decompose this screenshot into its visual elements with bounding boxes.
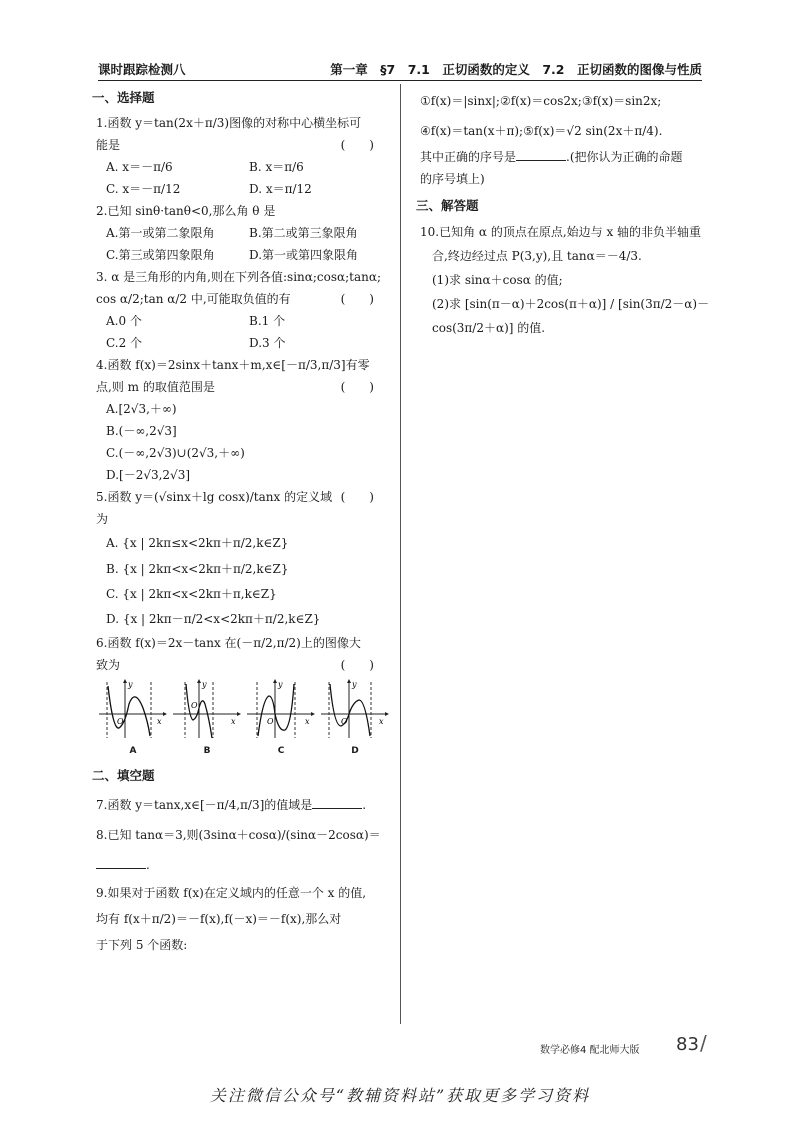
q8-text: 8.已知 tanα＝3,则(3sinα＋cosα)/(sinα－2cosα)＝ xyxy=(96,828,381,842)
q1-option-c: C. x＝－π/12 xyxy=(106,182,181,196)
graph-d-figure xyxy=(319,678,391,740)
q9-line-3: 于下列 5 个函数: xyxy=(96,938,188,952)
q9-answer-prompt: 其中正确的序号是 xyxy=(420,150,517,164)
q3-stem: 3. α 是三角形的内角,则在下列各值:sinα;cosα;tanα; xyxy=(96,270,382,284)
q9-line-2: 均有 f(x＋π/2)＝－f(x),f(－x)＝－f(x),那么对 xyxy=(96,912,342,926)
header-left: 课时跟踪检测八 xyxy=(98,62,186,77)
question-9-cont xyxy=(420,86,710,190)
question-7 xyxy=(96,790,392,820)
graph-d-axis-x: x xyxy=(379,717,384,726)
q2-option-a: A.第一或第二象限角 xyxy=(106,226,215,240)
q10-line-2: 合,终边经过点 P(3,y),且 tanα＝－4/3. xyxy=(432,249,642,263)
graph-c-origin: O xyxy=(267,717,274,726)
q6-paren: ( ) xyxy=(340,658,374,672)
q10-part-2: (2)求 [sin(π－α)＋2cos(π＋α)] / [sin(3π/2－α)－cos(3π/2＋α)] 的值. xyxy=(432,297,710,335)
graph-a xyxy=(96,678,170,762)
q4-option-b: B.(－∞,2√3] xyxy=(106,424,177,438)
right-column xyxy=(416,86,710,340)
graph-b-axis-x: x xyxy=(231,717,236,726)
question-8 xyxy=(96,820,392,880)
q2-option-d: D.第一或第四象限角 xyxy=(249,248,359,262)
question-3 xyxy=(96,266,392,354)
q4-stem2: 点,则 m 的取值范围是 xyxy=(96,380,215,394)
graph-a-label: A xyxy=(129,746,137,756)
q4-option-d: D.[－2√3,2√3] xyxy=(106,468,191,482)
graph-a-figure xyxy=(97,678,169,740)
graph-d-label: D xyxy=(351,746,359,756)
q5-option-c: C. {x | 2kπ<x<2kπ＋π,k∈Z} xyxy=(106,587,277,601)
section-fill: 二、填空题 xyxy=(92,768,155,783)
q2-option-c: C.第三或第四象限角 xyxy=(106,248,215,262)
q2-option-b: B.第二或第三象限角 xyxy=(249,226,358,240)
q6-stem: 6.函数 f(x)＝2x－tanx 在(－π/2,π/2)上的图像大 xyxy=(96,636,361,650)
q8-post: . xyxy=(146,858,150,872)
graph-a-origin: O xyxy=(117,717,124,726)
graph-d-axis-y: y xyxy=(352,680,357,689)
q6-graph-options xyxy=(96,676,392,762)
q1-option-a: A. x＝－π/6 xyxy=(106,160,173,174)
q9-functions-2: ④f(x)＝tan(x＋π);⑤f(x)＝√2 sin(2x＋π/4). xyxy=(420,124,663,138)
graph-b-origin: O xyxy=(191,701,198,710)
graph-b-figure xyxy=(171,678,243,740)
q9-line-1: 9.如果对于函数 f(x)在定义域内的任意一个 x 的值, xyxy=(96,886,367,900)
graph-b-label: B xyxy=(203,746,211,756)
page-number-slash: / xyxy=(700,1031,707,1055)
q10-part-1: (1)求 sinα＋cosα 的值; xyxy=(432,273,563,287)
graph-c-axis-y: y xyxy=(278,680,283,689)
q9-functions-1: ①f(x)＝|sinx|;②f(x)＝cos2x;③f(x)＝sin2x; xyxy=(420,94,662,108)
q3-option-a: A.0 个 xyxy=(106,314,142,328)
q7-blank xyxy=(312,796,362,809)
q3-option-d: D.3 个 xyxy=(249,336,286,350)
q8-blank xyxy=(96,856,146,869)
graph-c-figure xyxy=(245,678,317,740)
q1-option-d: D. x＝π/12 xyxy=(249,182,312,196)
q5-stem: 5.函数 y＝(√sinx＋lg cosx)/tanx 的定义域为 xyxy=(96,490,333,526)
q9-answer-note: .(把你认为正确的命题 xyxy=(566,150,683,164)
page-number: 83 xyxy=(676,1034,699,1055)
q5-option-d: D. {x | 2kπ－π/2<x<2kπ＋π/2,k∈Z} xyxy=(106,612,321,626)
section-choice: 一、选择题 xyxy=(92,90,155,105)
q1-paren: ( ) xyxy=(340,138,374,152)
watermark-text: 关注微信公众号“教辅资料站”获取更多学习资料 xyxy=(209,1086,591,1105)
q5-option-a: A. {x | 2kπ≤x<2kπ＋π/2,k∈Z} xyxy=(106,536,289,550)
q9-blank xyxy=(516,148,566,161)
question-1 xyxy=(96,112,392,200)
q7-post: . xyxy=(362,798,367,812)
graph-a-axis-x: x xyxy=(157,717,162,726)
q5-paren: ( ) xyxy=(340,490,374,504)
question-4 xyxy=(96,354,392,486)
book-title: 数学必修4 配北师大版 xyxy=(540,1045,640,1056)
q4-paren: ( ) xyxy=(340,380,374,394)
q4-option-c: C.(－∞,2√3)∪(2√3,＋∞) xyxy=(106,446,245,460)
column-divider xyxy=(400,84,401,1024)
q3-option-b: B.1 个 xyxy=(249,314,286,328)
header-right: 第一章 §7 7.1 正切函数的定义 7.2 正切函数的图像与性质 xyxy=(330,62,702,77)
q9-answer-note-2: 的序号填上) xyxy=(420,172,485,186)
q3-paren: ( ) xyxy=(340,292,374,306)
q1-stem: 1.函数 y＝tan(2x＋π/3)图像的对称中心横坐标可 xyxy=(96,116,362,130)
graph-c-axis-x: x xyxy=(305,717,310,726)
q3-option-c: C.2 个 xyxy=(106,336,143,350)
question-10 xyxy=(420,220,710,340)
graph-b xyxy=(170,678,244,762)
question-2 xyxy=(96,200,392,266)
left-column xyxy=(92,86,392,958)
q1-option-b: B. x＝π/6 xyxy=(249,160,304,174)
page-header xyxy=(98,58,702,81)
graph-b-axis-y: y xyxy=(202,680,207,689)
question-5 xyxy=(96,486,392,632)
graph-d xyxy=(318,678,392,762)
q7-text: 7.函数 y＝tanx,x∈[－π/4,π/3]的值域是 xyxy=(96,798,313,812)
graph-c-label: C xyxy=(277,746,285,756)
q6-stem2: 致为 xyxy=(96,658,121,672)
q4-option-a: A.[2√3,＋∞) xyxy=(106,402,177,416)
q1-stem2: 能是 xyxy=(96,138,121,152)
section-answer: 三、解答题 xyxy=(416,198,479,213)
question-9 xyxy=(96,880,392,958)
q10-line-1: 10.已知角 α 的顶点在原点,始边与 x 轴的非负半轴重 xyxy=(420,225,702,239)
q3-stem2: cos α/2;tan α/2 中,可能取负值的有 xyxy=(96,292,291,306)
q5-option-b: B. {x | 2kπ<x<2kπ＋π/2,k∈Z} xyxy=(106,562,289,576)
question-6 xyxy=(96,632,392,762)
q2-stem: 2.已知 sinθ·tanθ<0,那么角 θ 是 xyxy=(96,204,276,218)
q4-stem: 4.函数 f(x)＝2sinx＋tanx＋m,x∈[－π/3,π/3]有零 xyxy=(96,358,370,372)
graph-c xyxy=(244,678,318,762)
graph-d-origin: O xyxy=(341,717,348,726)
graph-a-axis-y: y xyxy=(128,680,133,689)
